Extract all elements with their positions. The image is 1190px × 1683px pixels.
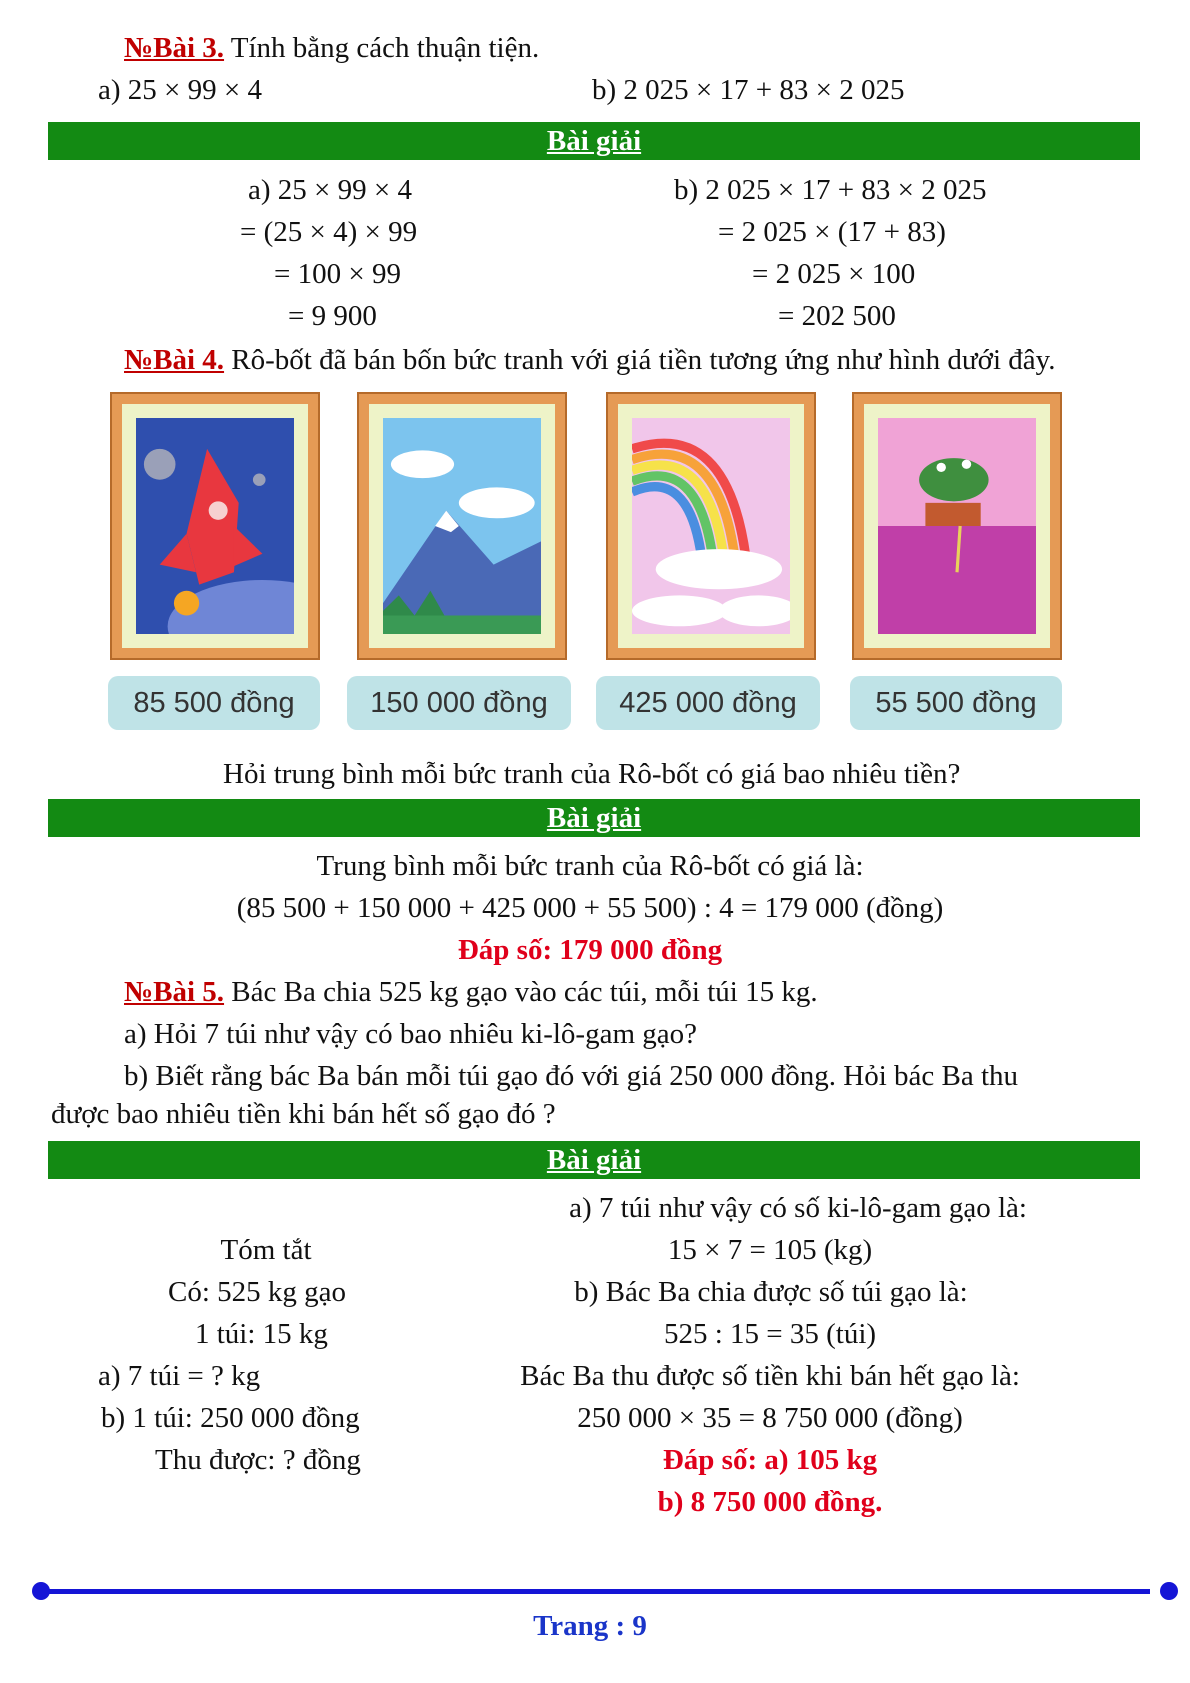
solution-header: Bài giải xyxy=(546,802,642,834)
bai3-sol-b-1: b) 2 025 × 17 + 83 × 2 025 xyxy=(674,174,987,206)
summary-line-1: Có: 525 kg gạo xyxy=(168,1276,347,1308)
plant-picture xyxy=(878,418,1036,634)
summary-line-3: a) 7 túi = ? kg xyxy=(98,1360,261,1392)
bai5-sol-line5: Bác Ba thu được số tiền khi bán hết gạo là: xyxy=(520,1360,1020,1392)
bai5-answer-b: b) 8 750 000 đồng. xyxy=(657,1486,883,1518)
bai3-label: №Bài 3. xyxy=(124,32,225,64)
bai3-part-a: a) 25 × 99 × 4 xyxy=(98,74,262,106)
price-tag-3: 425 000 đồng xyxy=(596,676,820,730)
summary-line-5: Thu được: ? đồng xyxy=(155,1444,361,1476)
bai5-sol-line3: b) Bác Ba chia được số túi gạo là: xyxy=(574,1276,968,1308)
plant-picture-frame xyxy=(852,392,1062,660)
price-tag-2: 150 000 đồng xyxy=(347,676,571,730)
bai4-label: №Bài 4. xyxy=(124,344,225,376)
bai5-title: Bác Ba chia 525 kg gạo vào các túi, mỗi túi 15 kg. xyxy=(231,976,818,1008)
bai3-sol-a-3: = 100 × 99 xyxy=(274,258,401,290)
solution-band-3 xyxy=(48,1141,1140,1179)
bai4-heading xyxy=(124,346,1056,375)
bai5-part-b-line1: b) Biết rằng bác Ba bán mỗi túi gạo đó với giá 250 000 đồng. Hỏi bác Ba thu xyxy=(124,1060,1019,1092)
bai5-sol-line4: 525 : 15 = 35 (túi) xyxy=(663,1318,877,1350)
bai5-sol-line1: a) 7 túi như vậy có số ki-lô-gam gạo là: xyxy=(569,1192,1027,1224)
footer-dot-right xyxy=(1160,1582,1178,1600)
solution-band-1 xyxy=(48,122,1140,160)
price-tag-4: 55 500 đồng xyxy=(850,676,1062,730)
bai4-answer: Đáp số: 179 000 đồng xyxy=(457,934,723,966)
bai3-sol-a-4: = 9 900 xyxy=(288,300,377,332)
rainbow-picture xyxy=(632,418,790,634)
page-number: Trang : 9 xyxy=(533,1610,647,1642)
solution-header: Bài giải xyxy=(546,125,642,157)
summary-line-4: b) 1 túi: 250 000 đồng xyxy=(101,1402,360,1434)
footer-rule xyxy=(40,1589,1150,1594)
rocket-picture-frame xyxy=(110,392,320,660)
bai3-sol-b-4: = 202 500 xyxy=(778,300,896,332)
bai4-sol-line1: Trung bình mỗi bức tranh của Rô-bốt có giá là: xyxy=(316,850,864,882)
mountain-picture xyxy=(383,418,541,634)
bai4-question: Hỏi trung bình mỗi bức tranh của Rô-bốt có giá bao nhiêu tiền? xyxy=(223,758,961,790)
bai3-title: Tính bằng cách thuận tiện. xyxy=(230,32,540,64)
mountain-picture-frame xyxy=(357,392,567,660)
summary-line-2: 1 túi: 15 kg xyxy=(195,1318,328,1350)
bai5-label: №Bài 5. xyxy=(124,976,225,1008)
solution-band-2 xyxy=(48,799,1140,837)
bai3-sol-a-1: a) 25 × 99 × 4 xyxy=(248,174,412,206)
bai3-sol-b-3: = 2 025 × 100 xyxy=(752,258,916,290)
bai3-sol-b-2: = 2 025 × (17 + 83) xyxy=(718,216,946,248)
bai5-part-a: a) Hỏi 7 túi như vậy có bao nhiêu ki-lô-gam gạo? xyxy=(124,1018,698,1050)
bai5-heading xyxy=(124,978,818,1007)
rocket-picture xyxy=(136,418,294,634)
bai5-part-b-line2: được bao nhiêu tiền khi bán hết số gạo đó ? xyxy=(51,1098,556,1130)
bai5-sol-line6: 250 000 × 35 = 8 750 000 (đồng) xyxy=(577,1402,963,1434)
bai3-heading xyxy=(124,34,539,63)
bai3-sol-a-2: = (25 × 4) × 99 xyxy=(240,216,418,248)
bai3-part-b: b) 2 025 × 17 + 83 × 2 025 xyxy=(592,74,905,106)
solution-header: Bài giải xyxy=(546,1144,642,1176)
bai4-sol-line2: (85 500 + 150 000 + 425 000 + 55 500) : 4 = 179 000 (đồng) xyxy=(236,892,944,924)
summary-title: Tóm tắt xyxy=(220,1234,312,1266)
bai5-sol-line2: 15 × 7 = 105 (kg) xyxy=(667,1234,873,1266)
bai4-title: Rô-bốt đã bán bốn bức tranh với giá tiền tương ứng như hình dưới đây. xyxy=(231,344,1056,376)
bai5-answer-a: Đáp số: a) 105 kg xyxy=(662,1444,878,1476)
price-tag-1: 85 500 đồng xyxy=(108,676,320,730)
rainbow-picture-frame xyxy=(606,392,816,660)
